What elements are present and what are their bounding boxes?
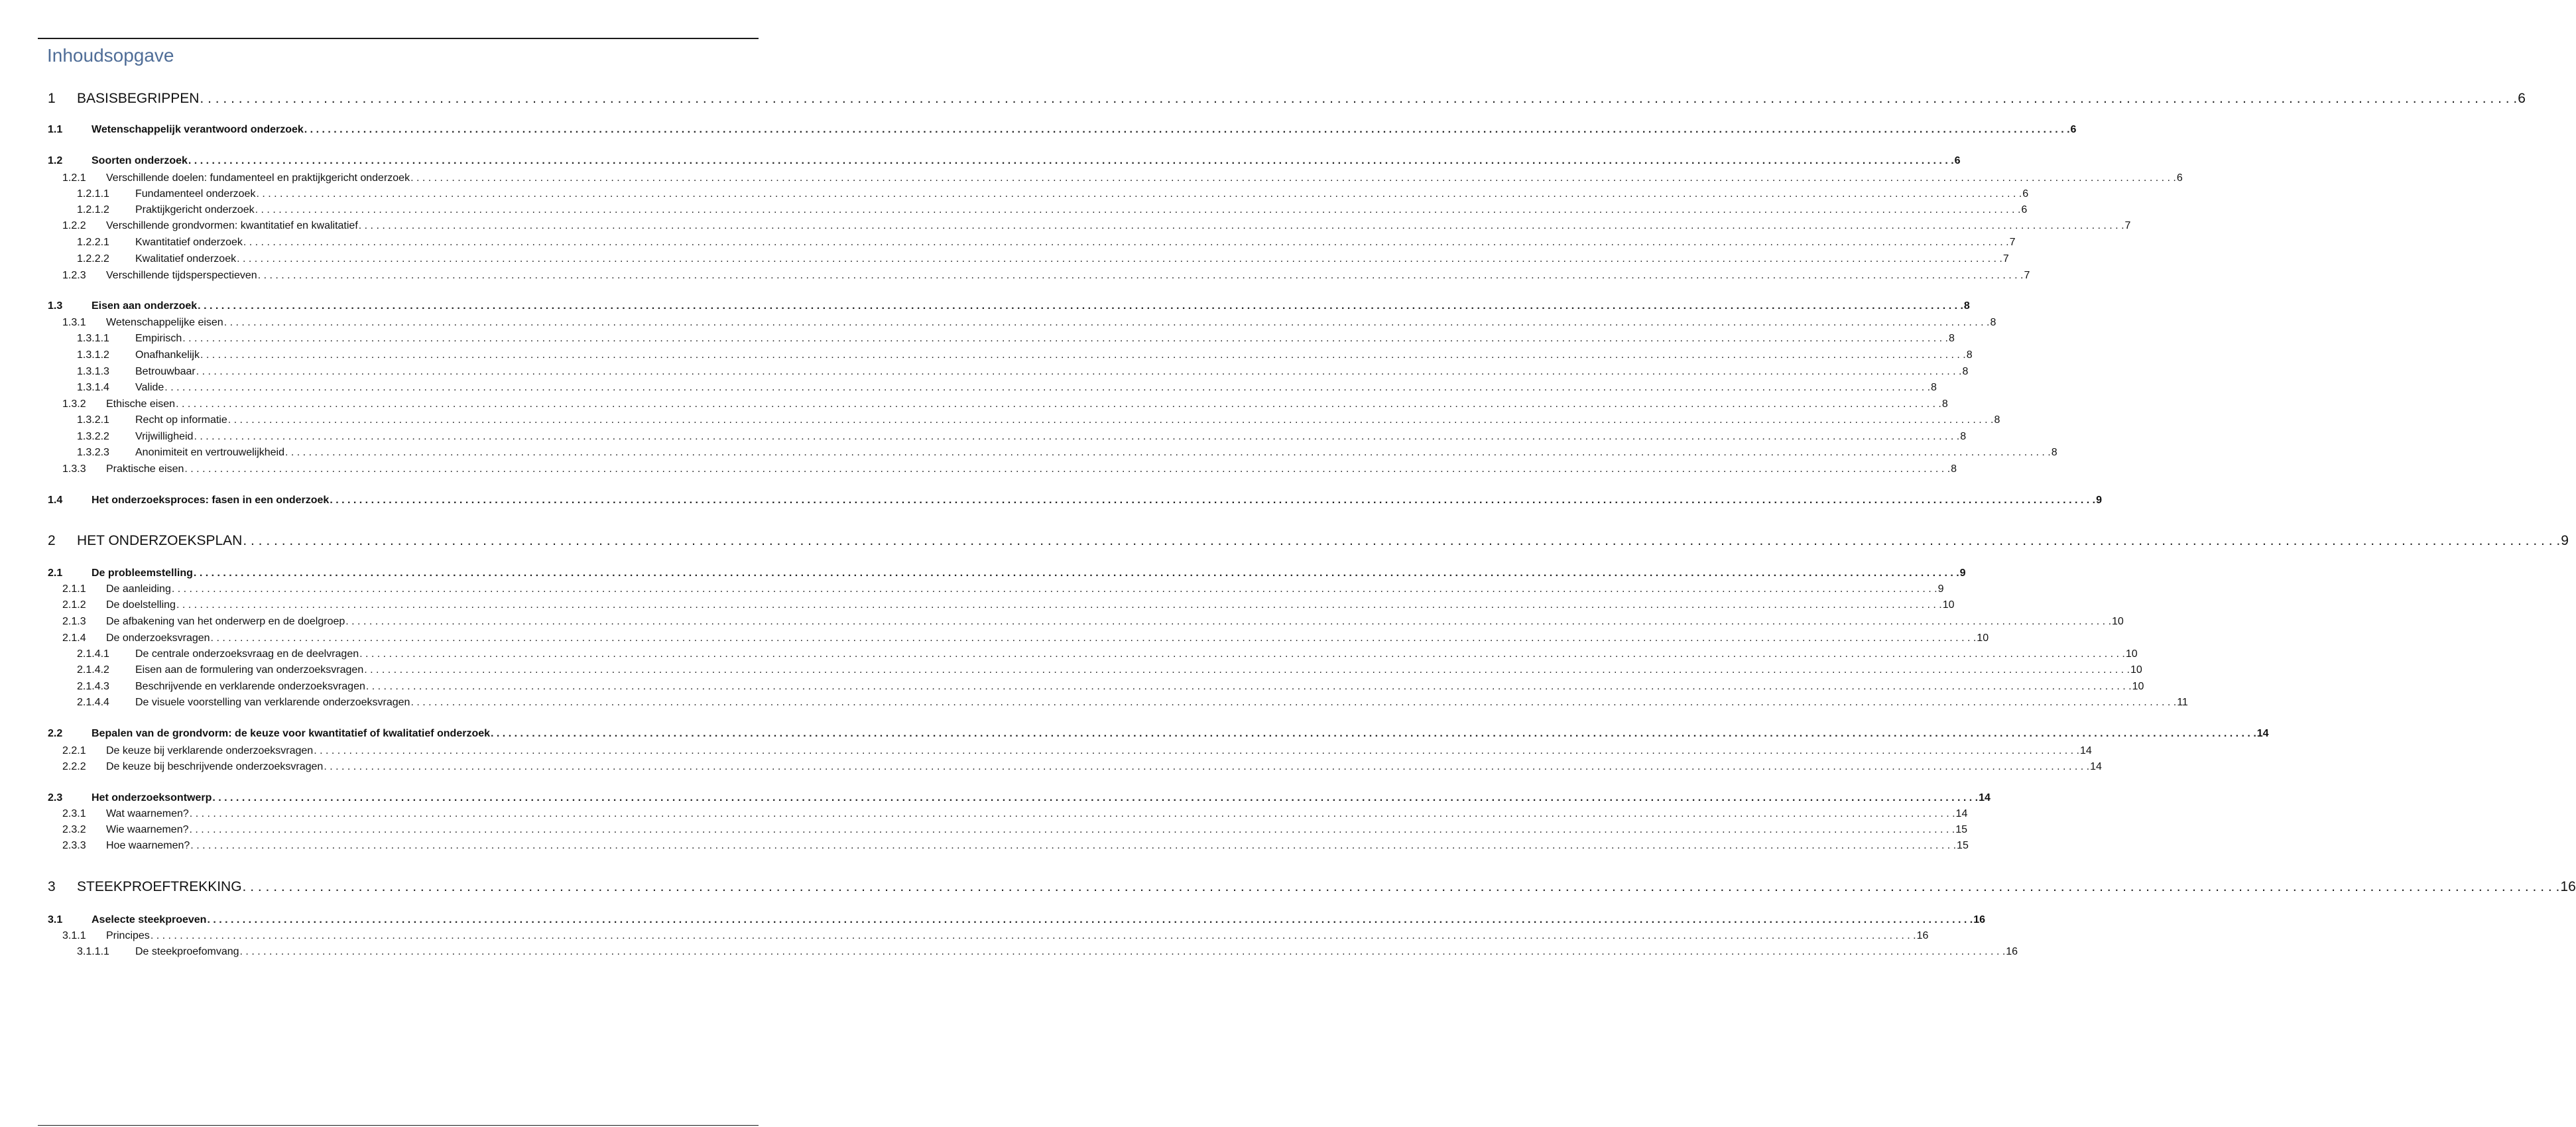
toc-entry-label: Vrijwilligheid — [135, 431, 194, 442]
toc-entry[interactable] — [0, 253, 2009, 267]
toc-entry-body — [106, 930, 1929, 942]
toc-entry[interactable] — [0, 930, 1929, 943]
toc-entry[interactable] — [0, 172, 2183, 186]
toc-entry-number: 1.3.2.1 — [77, 414, 109, 426]
toc-entry-number: 2.1.4.2 — [77, 664, 109, 676]
toc-entry-number: 1.3.2.2 — [77, 431, 109, 442]
toc-entry[interactable] — [0, 124, 2077, 137]
toc-entry-page: 10 — [2125, 648, 2138, 660]
toc-entry-page: 8 — [1966, 349, 1973, 361]
toc-entry-label: De afbakening van het onderwerp en de doelgroep — [106, 616, 345, 627]
toc-entry[interactable] — [0, 914, 1985, 927]
toc-entry-label: Beschrijvende en verklarende onderzoeksvragen — [135, 681, 365, 692]
toc-entry-label: Valide — [135, 382, 164, 393]
toc-entry-page: 15 — [1957, 840, 1969, 851]
toc-entry-page: 8 — [1931, 382, 1937, 393]
dot-leader: . . . . . . . . . . . . . . . . . . . . . . . . . . . . . . . . . . . . . . . . . . . . . . . . . . . . . . . . . . . . . . . . . . . . . . . . . . . . . . . . . . . . . . . . . . . . . . . . . . . . . . . . . . . . . . . . . . . . . . . . . . . . . . . . . . . . . . . . . . . . . . . . . . . . . . . . . . . . . . . . . . . . . . . . . . . . . . . . . . . . . . . . . . . . . . . . . . . . . . . . . . . . . . . . . . . . . . . . . . . . . . . . . . . . . . . . . . . . . . . . . . . . . . . . . . . . . . . . . . . . . . . . . . . . . . . . . . . . . . . . . . . . . . . . . . . . . . . . . . . . — [227, 414, 1994, 426]
toc-entry-number: 1.3 — [48, 300, 63, 312]
dot-leader: . . . . . . . . . . . . . . . . . . . . . . . . . . . . . . . . . . . . . . . . . . . . . . . . . . . . . . . . . . . . . . . . . . . . . . . . . . . . . . . . . . . . . . . . . . . . . . . . . . . . . . . . . . . . . . . . . . . . . . . . . . . . . . . . . . . . . . . . . . . . . . . . . . . . . . . . . . . . . . . . . . . . . . . . . . . . . . . . . . . . . . . . . . . . . . . . . . . . . . . . . . . . . . . . . . . . . . . . . . . . . . . . . . . . . . . . . . . . . . . . . . . . . . . . . . . . . . . . . . . . . . . . . . . . . . . . . . . . . . . . . . . . . . . . . . . . . . . . . . . . — [364, 664, 2130, 676]
toc-entry-body — [135, 333, 1955, 345]
toc-entry[interactable] — [0, 220, 2131, 233]
toc-entry-number: 1.2.1.1 — [77, 188, 109, 200]
toc-entry-label: HET ONDERZOEKSPLAN — [77, 533, 243, 548]
toc-entry-label: De centrale onderzoeksvraag en de deelvragen — [135, 648, 359, 660]
toc-entry-label: Verschillende doelen: fundamenteel en praktijkgericht onderzoek — [106, 172, 410, 184]
toc-entry-page: 10 — [1977, 632, 1989, 644]
dot-leader: . . . . . . . . . . . . . . . . . . . . . . . . . . . . . . . . . . . . . . . . . . . . . . . . . . . . . . . . . . . . . . . . . . . . . . . . . . . . . . . . . . . . . . . . . . . . . . . . . . . . . . . . . . . . . . . . . . . . . . . . . . . . . . . . . . . . . . . . . . . . . . . . . . . . . . . . . . . . . . . . . . . . . . . . . . . . . . . . . . . . . . . . . . . . . . . . . . . . . . . . . . . . . . . . . . . . . . . . . . . . . . . . . . . . . . . . . . . . . . . . . . . . . . . . . . . . . . . . . . . . . . . . . . . . . . . . . . . . . . . . . . . . . . . . . . . . . . . . . . . . — [365, 681, 2132, 692]
toc-entry-label: Recht op informatie — [135, 414, 227, 426]
toc-entry-number: 2.1.4.4 — [77, 697, 109, 708]
toc-entry[interactable] — [0, 155, 1961, 168]
toc-entry-page: 10 — [2112, 616, 2124, 627]
toc-entry-page: 8 — [1994, 414, 2000, 426]
toc-entry-number: 2.1 — [48, 567, 63, 579]
toc-entry[interactable] — [0, 366, 1969, 379]
toc-entry-page: 7 — [2024, 270, 2030, 281]
toc-entry-body — [106, 632, 1989, 644]
toc-entry-number: 1.2.2 — [62, 220, 86, 231]
toc-entry-number: 2 — [48, 533, 56, 548]
toc-entry-page: 10 — [2130, 664, 2142, 676]
toc-entry-number: 3.1.1.1 — [77, 946, 109, 957]
toc-entry[interactable] — [0, 761, 2102, 774]
toc-entry-body — [92, 495, 2102, 506]
toc-entry-page: 8 — [1962, 366, 1969, 377]
dot-leader: . . . . . . . . . . . . . . . . . . . . . . . . . . . . . . . . . . . . . . . . . . . . . . . . . . . . . . . . . . . . . . . . . . . . . . . . . . . . . . . . . . . . . . . . . . . . . . . . . . . . . . . . . . . . . . . . . . . . . . . . . . . . . . . . . . . . . . . . . . . . . . . . . . . . . . . . . . . . . . . . . . . . . . . . . . . . . . . . . . . . . . . . . . . . . . . . . . . . . . . . . . . . . . . . . . . . . . . . . . . . . . . . . . . . . . . . . . . . . . . . . . . . . . . . . . . . . . . . . . . . . . . . . . . . . . . . . . . . . . . . . . . . . . . . . . . . . . . . . . . . — [188, 155, 1954, 166]
toc-entry-page: 9 — [1937, 583, 1944, 595]
toc-entry-number: 1 — [48, 91, 56, 106]
toc-entry[interactable] — [0, 300, 1970, 314]
toc-entry-body — [106, 599, 1955, 611]
toc-entry-page: 8 — [1960, 431, 1967, 442]
toc-entry-page: 6 — [2070, 124, 2077, 135]
toc-entry-label: De keuze bij verklarende onderzoeksvragen — [106, 745, 314, 756]
toc-entry-page: 14 — [2256, 728, 2269, 739]
toc-entry-body — [135, 681, 2144, 693]
page-title: Inhoudsopgave — [47, 45, 174, 66]
toc-entry[interactable] — [0, 745, 2092, 758]
toc-entry-body — [135, 648, 2138, 660]
toc-entry-number: 1.3.2 — [62, 398, 86, 410]
toc-entry-body — [106, 172, 2183, 184]
dot-leader: . . . . . . . . . . . . . . . . . . . . . . . . . . . . . . . . . . . . . . . . . . . . . . . . . . . . . . . . . . . . . . . . . . . . . . . . . . . . . . . . . . . . . . . . . . . . . . . . . . . . . . . . . . . . . . . . . . . . . . . . . . . . . . . . . . . . . . . . . . . . . . . . . . . . . . . . . . . . . . . . . . . . . . . . . . . . . . . . . . . . . . . . . . . . . . . . . . . . . . . . . . . . . . . . . . . . . . . . . . . . . . . . . . . . . . . . . . . . . . . . . . . . . . . . . . . . . . . . . . . . . . . . . . . . . . . . . . . . . . . . . . . . . . . . . . . . . . . . . . . . — [176, 398, 1941, 410]
toc-entry-label: Verschillende tijdsperspectieven — [106, 270, 257, 281]
toc-entry[interactable] — [0, 349, 1973, 363]
toc-entry-label: Wetenschappelijk verantwoord onderzoek — [92, 124, 304, 135]
toc-entry-body — [106, 398, 1948, 410]
toc-entry-body — [135, 237, 2016, 249]
toc-entry-number: 2.2.2 — [62, 761, 86, 772]
toc-entry[interactable] — [0, 382, 1937, 395]
toc-entry-label: De probleemstelling — [92, 567, 193, 579]
toc-entry-number: 1.2.3 — [62, 270, 86, 281]
toc-entry[interactable] — [0, 447, 2057, 460]
toc-entry-body — [135, 188, 2029, 200]
toc-entry[interactable] — [0, 808, 1968, 821]
toc-entry[interactable] — [0, 616, 2124, 629]
toc-entry[interactable] — [0, 697, 2188, 710]
dot-leader: . . . . . . . . . . . . . . . . . . . . . . . . . . . . . . . . . . . . . . . . . . . . . . . . . . . . . . . . . . . . . . . . . . . . . . . . . . . . . . . . . . . . . . . . . . . . . . . . . . . . . . . . . . . . . . . . . . . . . . . . . . . . . . . . . . . . . . . . . . . . . . . . . . . . . . . . . . . . . . . . . . . . . . . . . . . . . . . . . . . . . . . . . . . . . . . . . . . . . . . . . . . . . . . . . . . . . . . . . . . . . . . . . . . . . . . . . . . . . . . . . . . . . . . . . . . . . . . . . . . . . . . . . . . . . . . . . . . . . . . . . . . . . . . . . . . . . . . . . . . . — [176, 599, 1942, 611]
toc-entry-number: 2.2 — [48, 728, 63, 739]
toc-entry-page: 6 — [2022, 188, 2029, 200]
toc-entry-body — [92, 792, 1991, 804]
toc-entry-number: 1.3.3 — [62, 463, 86, 475]
toc-entry-number: 2.3.2 — [62, 824, 86, 835]
dot-leader: . . . . . . . . . . . . . . . . . . . . . . . . . . . . . . . . . . . . . . . . . . . . . . . . . . . . . . . . . . . . . . . . . . . . . . . . . . . . . . . . . . . . . . . . . . . . . . . . . . . . . . . . . . . . . . . . . . . . . . . . . . . . . . . . . . . . . . . . . . . . . . . . . . . . . . . . . . . . . . . . . . . . . . . . . . . . . . . . . . . . . . . . . . . . . . . . . . . . . . . . . . . . . . . . . . . . . . . . . . . . . . . . . . . . . . . . . . . . . . . . . . . . . . . . . . . . . . . . . . . . . . . . . . . . . . . . . . . . . . . . . . . . . . . . . . . . . . . . . . . . — [189, 824, 1955, 835]
toc-entry-label: Onafhankelijk — [135, 349, 200, 361]
toc-entry[interactable] — [0, 648, 2138, 662]
toc-entry-label: Kwalitatief onderzoek — [135, 253, 237, 265]
dot-leader: . . . . . . . . . . . . . . . . . . . . . . . . . . . . . . . . . . . . . . . . . . . . . . . . . . . . . . . . . . . . . . . . . . . . . . . . . . . . . . . . . . . . . . . . . . . . . . . . . . . . . . . . . . . . . . . . . . . . . . . . . . . . . . . . . . . . . . . . . . . . . . . . . . . . . . . . . . . . . . . . . . . . . . . . . . . . . . . . . . . . . . . . . . . . . . . . . . . . . . . . . . . . . . . . . . . . . . . . . . . . . . . . . . . . . . . . . . . . . . . . . . . . . . . . . . . . . . . . . . . . . . . . . . . . . . . . . . . . . . . . . . . . . . . . . . . . . . . . . . . . — [239, 946, 2006, 957]
toc-entry-label: Kwantitatief onderzoek — [135, 237, 243, 248]
toc-entry[interactable] — [0, 237, 2016, 250]
toc-entry-label: BASISBEGRIPPEN — [77, 91, 200, 106]
toc-entry-label: Ethische eisen — [106, 398, 176, 410]
toc-entry-label: Eisen aan onderzoek — [92, 300, 198, 312]
toc-entry-body — [135, 664, 2142, 676]
toc-entry-page: 15 — [1955, 824, 1968, 835]
dot-leader: . . . . . . . . . . . . . . . . . . . . . . . . . . . . . . . . . . . . . . . . . . . . . . . . . . . . . . . . . . . . . . . . . . . . . . . . . . . . . . . . . . . . . . . . . . . . . . . . . . . . . . . . . . . . . . . . . . . . . . . . . . . . . . . . . . . . . . . . . . . . . . . . . . . . . . . . . . . . . . . . . . . . . . . . . . . . . . . . . . . . . . . . . . . . . . . . . . . . . . . . . . . . . . . . . . . . . . . . . . . . . . . . . . . . . . . . . . . . . . . . . . . . . . . . . . . . . . . . . . . . . . . . . . . . . . . . . . . . . . . . . . . . . . . . . . . . . . . . . . . . — [207, 914, 1973, 925]
toc-entry-page: 6 — [2518, 91, 2526, 106]
toc-entry-number: 2.1.4 — [62, 632, 86, 644]
toc-entry-number: 1.2.2.2 — [77, 253, 109, 265]
toc-entry-label: STEEKPROEFTREKKING — [77, 879, 242, 894]
dot-leader: . . . . . . . . . . . . . . . . . . . . . . . . . . . . . . . . . . . . . . . . . . . . . . . . . . . . . . . . . . . . . . . . . . . . . . . . . . . . . . . . . . . . . . . . . . . . . . . . . . . . . . . . . . . . . . . . . . . . . . . . . . . . . . . . . . . . . . . . . . . . . . . . . . . . . . . . . . . . . . . . . . . . . . . . . . . . . . . . . . . . . . . . . . . . . . . . . . . . . . . . . . . . . . . . . . . . . . . . . . . . . . . . . . . . . . . . . . . . . . . . . . . . . . . . . . . . . . . . . . . . . . . . . . . . . . . . . . . . . . . . . . . . . . . . . . . . . . . . . . . . — [242, 879, 2560, 894]
dot-leader: . . . . . . . . . . . . . . . . . . . . . . . . . . . . . . . . . . . . . . . . . . . . . . . . . . . . . . . . . . . . . . . . . . . . . . . . . . . . . . . . . . . . . . . . . . . . . . . . . . . . . . . . . . . . . . . . . . . . . . . . . . . . . . . . . . . . . . . . . . . . . . . . . . . . . . . . . . . . . . . . . . . . . . . . . . . . . . . . . . . . . . . . . . . . . . . . . . . . . . . . . . . . . . . . . . . . . . . . . . . . . . . . . . . . . . . . . . . . . . . . . . . . . . . . . . . . . . . . . . . . . . . . . . . . . . . . . . . . . . . . . . . . . . . . . . . . . . . . . . . . — [190, 840, 1957, 851]
toc-entry[interactable] — [0, 431, 1967, 444]
toc-entry-body — [92, 124, 2077, 136]
toc-entry-number: 2.1.1 — [62, 583, 86, 595]
toc-entry[interactable] — [0, 946, 2018, 959]
dot-leader: . . . . . . . . . . . . . . . . . . . . . . . . . . . . . . . . . . . . . . . . . . . . . . . . . . . . . . . . . . . . . . . . . . . . . . . . . . . . . . . . . . . . . . . . . . . . . . . . . . . . . . . . . . . . . . . . . . . . . . . . . . . . . . . . . . . . . . . . . . . . . . . . . . . . . . . . . . . . . . . . . . . . . . . . . . . . . . . . . . . . . . . . . . . . . . . . . . . . . . . . . . . . . . . . . . . . . . . . . . . . . . . . . . . . . . . . . . . . . . . . . . . . . . . . . . . . . . . . . . . . . . . . . . . . . . . . . . . . . . . . . . . . . . . . . . . . . . . . . . . . — [200, 91, 2518, 106]
toc-entry-number: 2.1.3 — [62, 616, 86, 627]
toc-entry-number: 2.1.2 — [62, 599, 86, 611]
dot-leader: . . . . . . . . . . . . . . . . . . . . . . . . . . . . . . . . . . . . . . . . . . . . . . . . . . . . . . . . . . . . . . . . . . . . . . . . . . . . . . . . . . . . . . . . . . . . . . . . . . . . . . . . . . . . . . . . . . . . . . . . . . . . . . . . . . . . . . . . . . . . . . . . . . . . . . . . . . . . . . . . . . . . . . . . . . . . . . . . . . . . . . . . . . . . . . . . . . . . . . . . . . . . . . . . . . . . . . . . . . . . . . . . . . . . . . . . . . . . . . . . . . . . . . . . . . . . . . . . . . . . . . . . . . . . . . . . . . . . . . . . . . . . . . . . . . . . . . . . . . . . — [237, 253, 2002, 265]
toc-entry-label: De aanleiding — [106, 583, 171, 595]
toc-entry-body — [135, 349, 1973, 361]
toc-entry[interactable] — [0, 583, 1944, 597]
dot-leader: . . . . . . . . . . . . . . . . . . . . . . . . . . . . . . . . . . . . . . . . . . . . . . . . . . . . . . . . . . . . . . . . . . . . . . . . . . . . . . . . . . . . . . . . . . . . . . . . . . . . . . . . . . . . . . . . . . . . . . . . . . . . . . . . . . . . . . . . . . . . . . . . . . . . . . . . . . . . . . . . . . . . . . . . . . . . . . . . . . . . . . . . . . . . . . . . . . . . . . . . . . . . . . . . . . . . . . . . . . . . . . . . . . . . . . . . . . . . . . . . . . . . . . . . . . . . . . . . . . . . . . . . . . . . . . . . . . . . . . . . . . . . . . . . . . . . . . . . . . . . — [257, 270, 2024, 281]
toc-entry[interactable] — [0, 414, 2000, 428]
toc-entry-label: Soorten onderzoek — [92, 155, 188, 166]
dot-leader: . . . . . . . . . . . . . . . . . . . . . . . . . . . . . . . . . . . . . . . . . . . . . . . . . . . . . . . . . . . . . . . . . . . . . . . . . . . . . . . . . . . . . . . . . . . . . . . . . . . . . . . . . . . . . . . . . . . . . . . . . . . . . . . . . . . . . . . . . . . . . . . . . . . . . . . . . . . . . . . . . . . . . . . . . . . . . . . . . . . . . . . . . . . . . . . . . . . . . . . . . . . . . . . . . . . . . . . . . . . . . . . . . . . . . . . . . . . . . . . . . . . . . . . . . . . . . . . . . . . . . . . . . . . . . . . . . . . . . . . . . . . . . . . . . . . . . . . . . . . . — [198, 300, 1963, 312]
dot-leader: . . . . . . . . . . . . . . . . . . . . . . . . . . . . . . . . . . . . . . . . . . . . . . . . . . . . . . . . . . . . . . . . . . . . . . . . . . . . . . . . . . . . . . . . . . . . . . . . . . . . . . . . . . . . . . . . . . . . . . . . . . . . . . . . . . . . . . . . . . . . . . . . . . . . . . . . . . . . . . . . . . . . . . . . . . . . . . . . . . . . . . . . . . . . . . . . . . . . . . . . . . . . . . . . . . . . . . . . . . . . . . . . . . . . . . . . . . . . . . . . . . . . . . . . . . . . . . . . . . . . . . . . . . . . . . . . . . . . . . . . . . . . . . . . . . . . . . . . . . . . — [164, 382, 1931, 393]
toc-entry-body — [135, 697, 2188, 709]
toc-entry-number: 1.3.1 — [62, 317, 86, 328]
toc-entry-number: 3.1.1 — [62, 930, 86, 941]
toc-entry-body — [135, 366, 1969, 378]
dot-leader: . . . . . . . . . . . . . . . . . . . . . . . . . . . . . . . . . . . . . . . . . . . . . . . . . . . . . . . . . . . . . . . . . . . . . . . . . . . . . . . . . . . . . . . . . . . . . . . . . . . . . . . . . . . . . . . . . . . . . . . . . . . . . . . . . . . . . . . . . . . . . . . . . . . . . . . . . . . . . . . . . . . . . . . . . . . . . . . . . . . . . . . . . . . . . . . . . . . . . . . . . . . . . . . . . . . . . . . . . . . . . . . . . . . . . . . . . . . . . . . . . . . . . . . . . . . . . . . . . . . . . . . . . . . . . . . . . . . . . . . . . . . . . . . . . . . . . . . . . . . . — [194, 431, 1960, 442]
toc-entry-label: Het onderzoeksproces: fasen in een onderzoek — [92, 495, 330, 506]
toc-entry-page: 9 — [2561, 533, 2569, 548]
toc-entry[interactable] — [0, 632, 1989, 646]
toc-entry-label: Fundamenteel onderzoek — [135, 188, 256, 200]
toc-entry-body — [135, 447, 2057, 459]
toc-entry-label: Aselecte steekproeven — [92, 914, 207, 925]
dot-leader: . . . . . . . . . . . . . . . . . . . . . . . . . . . . . . . . . . . . . . . . . . . . . . . . . . . . . . . . . . . . . . . . . . . . . . . . . . . . . . . . . . . . . . . . . . . . . . . . . . . . . . . . . . . . . . . . . . . . . . . . . . . . . . . . . . . . . . . . . . . . . . . . . . . . . . . . . . . . . . . . . . . . . . . . . . . . . . . . . . . . . . . . . . . . . . . . . . . . . . . . . . . . . . . . . . . . . . . . . . . . . . . . . . . . . . . . . . . . . . . . . . . . . . . . . . . . . . . . . . . . . . . . . . . . . . . . . . . . . . . . . . . . . . . . . . . . . . . . . . . . — [285, 447, 2051, 458]
toc-entry-body — [106, 463, 1957, 475]
toc-entry-number: 2.3.3 — [62, 840, 86, 851]
dot-leader: . . . . . . . . . . . . . . . . . . . . . . . . . . . . . . . . . . . . . . . . . . . . . . . . . . . . . . . . . . . . . . . . . . . . . . . . . . . . . . . . . . . . . . . . . . . . . . . . . . . . . . . . . . . . . . . . . . . . . . . . . . . . . . . . . . . . . . . . . . . . . . . . . . . . . . . . . . . . . . . . . . . . . . . . . . . . . . . . . . . . . . . . . . . . . . . . . . . . . . . . . . . . . . . . . . . . . . . . . . . . . . . . . . . . . . . . . . . . . . . . . . . . . . . . . . . . . . . . . . . . . . . . . . . . . . . . . . . . . . . . . . . . . . . . . . . . . . . . . . . . — [189, 808, 1955, 819]
toc-entry[interactable] — [0, 792, 1991, 805]
bottom-rule — [38, 1125, 759, 1126]
toc-entry-page: 14 — [2079, 745, 2092, 756]
toc-entry-page: 16 — [1973, 914, 1985, 925]
toc-entry-page: 9 — [2096, 495, 2102, 506]
toc-entry-body — [135, 414, 2000, 426]
toc-entry[interactable] — [0, 728, 2269, 741]
toc-entry-body — [106, 824, 1968, 836]
toc-entry-number: 1.1 — [48, 124, 63, 135]
dot-leader: . . . . . . . . . . . . . . . . . . . . . . . . . . . . . . . . . . . . . . . . . . . . . . . . . . . . . . . . . . . . . . . . . . . . . . . . . . . . . . . . . . . . . . . . . . . . . . . . . . . . . . . . . . . . . . . . . . . . . . . . . . . . . . . . . . . . . . . . . . . . . . . . . . . . . . . . . . . . . . . . . . . . . . . . . . . . . . . . . . . . . . . . . . . . . . . . . . . . . . . . . . . . . . . . . . . . . . . . . . . . . . . . . . . . . . . . . . . . . . . . . . . . . . . . . . . . . . . . . . . . . . . . . . . . . . . . . . . . . . . . . . . . . . . . . . . . . . . . . . . . — [491, 728, 2256, 739]
toc-entry-body — [135, 253, 2009, 265]
toc-entry-label: Eisen aan de formulering van onderzoeksvragen — [135, 664, 364, 676]
toc-entry-label: Hoe waarnemen? — [106, 840, 190, 851]
toc-entry[interactable] — [0, 599, 1955, 613]
toc-entry-body — [106, 745, 2092, 757]
toc-entry-page: 7 — [2002, 253, 2009, 265]
toc-entry-number: 1.4 — [48, 495, 63, 506]
dot-leader: . . . . . . . . . . . . . . . . . . . . . . . . . . . . . . . . . . . . . . . . . . . . . . . . . . . . . . . . . . . . . . . . . . . . . . . . . . . . . . . . . . . . . . . . . . . . . . . . . . . . . . . . . . . . . . . . . . . . . . . . . . . . . . . . . . . . . . . . . . . . . . . . . . . . . . . . . . . . . . . . . . . . . . . . . . . . . . . . . . . . . . . . . . . . . . . . . . . . . . . . . . . . . . . . . . . . . . . . . . . . . . . . . . . . . . . . . . . . . . . . . . . . . . . . . . . . . . . . . . . . . . . . . . . . . . . . . . . . . . . . . . . . . . . . . . . . . . . . . . . . — [212, 792, 1979, 803]
toc-entry[interactable] — [0, 879, 2576, 896]
toc-entry[interactable] — [0, 495, 2102, 508]
toc-entry[interactable] — [0, 463, 1957, 477]
toc-entry-body — [106, 616, 2124, 628]
dot-leader: . . . . . . . . . . . . . . . . . . . . . . . . . . . . . . . . . . . . . . . . . . . . . . . . . . . . . . . . . . . . . . . . . . . . . . . . . . . . . . . . . . . . . . . . . . . . . . . . . . . . . . . . . . . . . . . . . . . . . . . . . . . . . . . . . . . . . . . . . . . . . . . . . . . . . . . . . . . . . . . . . . . . . . . . . . . . . . . . . . . . . . . . . . . . . . . . . . . . . . . . . . . . . . . . . . . . . . . . . . . . . . . . . . . . . . . . . . . . . . . . . . . . . . . . . . . . . . . . . . . . . . . . . . . . . . . . . . . . . . . . . . . . . . . . . . . . . . . . . . . . — [256, 188, 2022, 200]
toc-entry-number: 1.2 — [48, 155, 63, 166]
toc-entry-body — [106, 317, 1996, 329]
toc-entry-label: Anonimiteit en vertrouwelijkheid — [135, 447, 284, 458]
dot-leader: . . . . . . . . . . . . . . . . . . . . . . . . . . . . . . . . . . . . . . . . . . . . . . . . . . . . . . . . . . . . . . . . . . . . . . . . . . . . . . . . . . . . . . . . . . . . . . . . . . . . . . . . . . . . . . . . . . . . . . . . . . . . . . . . . . . . . . . . . . . . . . . . . . . . . . . . . . . . . . . . . . . . . . . . . . . . . . . . . . . . . . . . . . . . . . . . . . . . . . . . . . . . . . . . . . . . . . . . . . . . . . . . . . . . . . . . . . . . . . . . . . . . . . . . . . . . . . . . . . . . . . . . . . . . . . . . . . . . . . . . . . . . . . . . . . . . . . . . . . . . — [324, 761, 2090, 772]
toc-entry-number: 2.1.4.3 — [77, 681, 109, 692]
toc-entry-label: Praktijkgericht onderzoek — [135, 204, 255, 215]
toc-entry-body — [135, 204, 2028, 216]
dot-leader: . . . . . . . . . . . . . . . . . . . . . . . . . . . . . . . . . . . . . . . . . . . . . . . . . . . . . . . . . . . . . . . . . . . . . . . . . . . . . . . . . . . . . . . . . . . . . . . . . . . . . . . . . . . . . . . . . . . . . . . . . . . . . . . . . . . . . . . . . . . . . . . . . . . . . . . . . . . . . . . . . . . . . . . . . . . . . . . . . . . . . . . . . . . . . . . . . . . . . . . . . . . . . . . . . . . . . . . . . . . . . . . . . . . . . . . . . . . . . . . . . . . . . . . . . . . . . . . . . . . . . . . . . . . . . . . . . . . . . . . . . . . . . . . . . . . . . . . . . . . . — [184, 463, 1951, 475]
toc-entry[interactable] — [0, 840, 1969, 853]
toc-entry-number: 1.3.1.2 — [77, 349, 109, 361]
dot-leader: . . . . . . . . . . . . . . . . . . . . . . . . . . . . . . . . . . . . . . . . . . . . . . . . . . . . . . . . . . . . . . . . . . . . . . . . . . . . . . . . . . . . . . . . . . . . . . . . . . . . . . . . . . . . . . . . . . . . . . . . . . . . . . . . . . . . . . . . . . . . . . . . . . . . . . . . . . . . . . . . . . . . . . . . . . . . . . . . . . . . . . . . . . . . . . . . . . . . . . . . . . . . . . . . . . . . . . . . . . . . . . . . . . . . . . . . . . . . . . . . . . . . . . . . . . . . . . . . . . . . . . . . . . . . . . . . . . . . . . . . . . . . . . . . . . . . . . . . . . . . — [255, 204, 2021, 215]
toc-entry-page: 16 — [1916, 930, 1929, 941]
toc-entry-body — [106, 761, 2102, 773]
dot-leader: . . . . . . . . . . . . . . . . . . . . . . . . . . . . . . . . . . . . . . . . . . . . . . . . . . . . . . . . . . . . . . . . . . . . . . . . . . . . . . . . . . . . . . . . . . . . . . . . . . . . . . . . . . . . . . . . . . . . . . . . . . . . . . . . . . . . . . . . . . . . . . . . . . . . . . . . . . . . . . . . . . . . . . . . . . . . . . . . . . . . . . . . . . . . . . . . . . . . . . . . . . . . . . . . . . . . . . . . . . . . . . . . . . . . . . . . . . . . . . . . . . . . . . . . . . . . . . . . . . . . . . . . . . . . . . . . . . . . . . . . . . . . . . . . . . . . . . . . . . . . — [304, 124, 2070, 135]
toc-entry-page: 7 — [2124, 220, 2131, 231]
toc-entry-label: De steekproefomvang — [135, 946, 239, 957]
toc-entry-body — [106, 220, 2131, 232]
toc-entry[interactable] — [0, 91, 2526, 108]
toc-entry-body — [92, 914, 1985, 926]
dot-leader: . . . . . . . . . . . . . . . . . . . . . . . . . . . . . . . . . . . . . . . . . . . . . . . . . . . . . . . . . . . . . . . . . . . . . . . . . . . . . . . . . . . . . . . . . . . . . . . . . . . . . . . . . . . . . . . . . . . . . . . . . . . . . . . . . . . . . . . . . . . . . . . . . . . . . . . . . . . . . . . . . . . . . . . . . . . . . . . . . . . . . . . . . . . . . . . . . . . . . . . . . . . . . . . . . . . . . . . . . . . . . . . . . . . . . . . . . . . . . . . . . . . . . . . . . . . . . . . . . . . . . . . . . . . . . . . . . . . . . . . . . . . . . . . . . . . . . . . . . . . . — [243, 533, 2561, 548]
dot-leader: . . . . . . . . . . . . . . . . . . . . . . . . . . . . . . . . . . . . . . . . . . . . . . . . . . . . . . . . . . . . . . . . . . . . . . . . . . . . . . . . . . . . . . . . . . . . . . . . . . . . . . . . . . . . . . . . . . . . . . . . . . . . . . . . . . . . . . . . . . . . . . . . . . . . . . . . . . . . . . . . . . . . . . . . . . . . . . . . . . . . . . . . . . . . . . . . . . . . . . . . . . . . . . . . . . . . . . . . . . . . . . . . . . . . . . . . . . . . . . . . . . . . . . . . . . . . . . . . . . . . . . . . . . . . . . . . . . . . . . . . . . . . . . . . . . . . . . . . . . . . — [171, 583, 1937, 595]
toc-entry-page: 6 — [1954, 155, 1961, 166]
toc-entry[interactable] — [0, 398, 1948, 412]
toc-entry[interactable] — [0, 188, 2029, 202]
dot-leader: . . . . . . . . . . . . . . . . . . . . . . . . . . . . . . . . . . . . . . . . . . . . . . . . . . . . . . . . . . . . . . . . . . . . . . . . . . . . . . . . . . . . . . . . . . . . . . . . . . . . . . . . . . . . . . . . . . . . . . . . . . . . . . . . . . . . . . . . . . . . . . . . . . . . . . . . . . . . . . . . . . . . . . . . . . . . . . . . . . . . . . . . . . . . . . . . . . . . . . . . . . . . . . . . . . . . . . . . . . . . . . . . . . . . . . . . . . . . . . . . . . . . . . . . . . . . . . . . . . . . . . . . . . . . . . . . . . . . . . . . . . . . . . . . . . . . . . . . . . . . — [182, 333, 1948, 344]
toc-entry-page: 8 — [1951, 463, 1957, 475]
toc-entry-number: 1.3.1.1 — [77, 333, 109, 344]
toc-entry[interactable] — [0, 333, 1955, 346]
dot-leader: . . . . . . . . . . . . . . . . . . . . . . . . . . . . . . . . . . . . . . . . . . . . . . . . . . . . . . . . . . . . . . . . . . . . . . . . . . . . . . . . . . . . . . . . . . . . . . . . . . . . . . . . . . . . . . . . . . . . . . . . . . . . . . . . . . . . . . . . . . . . . . . . . . . . . . . . . . . . . . . . . . . . . . . . . . . . . . . . . . . . . . . . . . . . . . . . . . . . . . . . . . . . . . . . . . . . . . . . . . . . . . . . . . . . . . . . . . . . . . . . . . . . . . . . . . . . . . . . . . . . . . . . . . . . . . . . . . . . . . . . . . . . . . . . . . . . . . . . . . . . — [200, 349, 1966, 361]
dot-leader: . . . . . . . . . . . . . . . . . . . . . . . . . . . . . . . . . . . . . . . . . . . . . . . . . . . . . . . . . . . . . . . . . . . . . . . . . . . . . . . . . . . . . . . . . . . . . . . . . . . . . . . . . . . . . . . . . . . . . . . . . . . . . . . . . . . . . . . . . . . . . . . . . . . . . . . . . . . . . . . . . . . . . . . . . . . . . . . . . . . . . . . . . . . . . . . . . . . . . . . . . . . . . . . . . . . . . . . . . . . . . . . . . . . . . . . . . . . . . . . . . . . . . . . . . . . . . . . . . . . . . . . . . . . . . . . . . . . . . . . . . . . . . . . . . . . . . . . . . . . . — [330, 495, 2096, 506]
toc-entry-body — [92, 300, 1970, 312]
toc-entry-body — [135, 431, 1967, 443]
dot-leader: . . . . . . . . . . . . . . . . . . . . . . . . . . . . . . . . . . . . . . . . . . . . . . . . . . . . . . . . . . . . . . . . . . . . . . . . . . . . . . . . . . . . . . . . . . . . . . . . . . . . . . . . . . . . . . . . . . . . . . . . . . . . . . . . . . . . . . . . . . . . . . . . . . . . . . . . . . . . . . . . . . . . . . . . . . . . . . . . . . . . . . . . . . . . . . . . . . . . . . . . . . . . . . . . . . . . . . . . . . . . . . . . . . . . . . . . . . . . . . . . . . . . . . . . . . . . . . . . . . . . . . . . . . . . . . . . . . . . . . . . . . . . . . . . . . . . . . . . . . . . — [150, 930, 1916, 941]
dot-leader: . . . . . . . . . . . . . . . . . . . . . . . . . . . . . . . . . . . . . . . . . . . . . . . . . . . . . . . . . . . . . . . . . . . . . . . . . . . . . . . . . . . . . . . . . . . . . . . . . . . . . . . . . . . . . . . . . . . . . . . . . . . . . . . . . . . . . . . . . . . . . . . . . . . . . . . . . . . . . . . . . . . . . . . . . . . . . . . . . . . . . . . . . . . . . . . . . . . . . . . . . . . . . . . . . . . . . . . . . . . . . . . . . . . . . . . . . . . . . . . . . . . . . . . . . . . . . . . . . . . . . . . . . . . . . . . . . . . . . . . . . . . . . . . . . . . . . . . . . . . . — [210, 632, 1977, 644]
toc-entry-body — [135, 946, 2018, 958]
toc-entry-body — [106, 270, 2030, 282]
toc-entry[interactable] — [0, 270, 2030, 283]
toc-entry-body — [92, 155, 1961, 167]
toc-entry-body — [106, 583, 1944, 595]
dot-leader: . . . . . . . . . . . . . . . . . . . . . . . . . . . . . . . . . . . . . . . . . . . . . . . . . . . . . . . . . . . . . . . . . . . . . . . . . . . . . . . . . . . . . . . . . . . . . . . . . . . . . . . . . . . . . . . . . . . . . . . . . . . . . . . . . . . . . . . . . . . . . . . . . . . . . . . . . . . . . . . . . . . . . . . . . . . . . . . . . . . . . . . . . . . . . . . . . . . . . . . . . . . . . . . . . . . . . . . . . . . . . . . . . . . . . . . . . . . . . . . . . . . . . . . . . . . . . . . . . . . . . . . . . . . . . . . . . . . . . . . . . . . . . . . . . . . . . . . . . . . . — [358, 220, 2124, 231]
toc-entry-number: 2.1.4.1 — [77, 648, 109, 660]
toc-entry[interactable] — [0, 824, 1968, 837]
toc-entry-number: 2.3.1 — [62, 808, 86, 819]
toc-entry-page: 11 — [2177, 697, 2188, 708]
toc-entry-label: Principes — [106, 930, 150, 941]
toc-entry-body — [106, 840, 1969, 852]
toc-entry-page: 9 — [1959, 567, 1966, 579]
toc-entry-page: 14 — [2090, 761, 2102, 772]
toc-entry[interactable] — [0, 317, 1996, 330]
toc-entry-label: Bepalen van de grondvorm: de keuze voor kwantitatief of kwalitatief onderzoek — [92, 728, 491, 739]
toc-entry-number: 1.2.1.2 — [77, 204, 109, 215]
toc-entry-number: 1.2.1 — [62, 172, 86, 184]
toc-entry-body — [77, 533, 2569, 549]
toc-entry-page: 10 — [2132, 681, 2144, 692]
toc-entry-label: Het onderzoeksontwerp — [92, 792, 212, 803]
toc-entry-label: Wie waarnemen? — [106, 824, 189, 835]
toc-entry-label: De onderzoeksvragen — [106, 632, 210, 644]
toc-entry-label: Wat waarnemen? — [106, 808, 189, 819]
toc-entry-page: 16 — [2006, 946, 2018, 957]
dot-leader: . . . . . . . . . . . . . . . . . . . . . . . . . . . . . . . . . . . . . . . . . . . . . . . . . . . . . . . . . . . . . . . . . . . . . . . . . . . . . . . . . . . . . . . . . . . . . . . . . . . . . . . . . . . . . . . . . . . . . . . . . . . . . . . . . . . . . . . . . . . . . . . . . . . . . . . . . . . . . . . . . . . . . . . . . . . . . . . . . . . . . . . . . . . . . . . . . . . . . . . . . . . . . . . . . . . . . . . . . . . . . . . . . . . . . . . . . . . . . . . . . . . . . . . . . . . . . . . . . . . . . . . . . . . . . . . . . . . . . . . . . . . . . . . . . . . . . . . . . . . . — [314, 745, 2079, 756]
toc-entry-number: 1.3.1.3 — [77, 366, 109, 377]
toc-entry-label: De keuze bij beschrijvende onderzoeksvragen — [106, 761, 324, 772]
dot-leader: . . . . . . . . . . . . . . . . . . . . . . . . . . . . . . . . . . . . . . . . . . . . . . . . . . . . . . . . . . . . . . . . . . . . . . . . . . . . . . . . . . . . . . . . . . . . . . . . . . . . . . . . . . . . . . . . . . . . . . . . . . . . . . . . . . . . . . . . . . . . . . . . . . . . . . . . . . . . . . . . . . . . . . . . . . . . . . . . . . . . . . . . . . . . . . . . . . . . . . . . . . . . . . . . . . . . . . . . . . . . . . . . . . . . . . . . . . . . . . . . . . . . . . . . . . . . . . . . . . . . . . . . . . . . . . . . . . . . . . . . . . . . . . . . . . . . . . . . . . . . — [223, 317, 1990, 328]
toc-entry[interactable] — [0, 533, 2569, 550]
toc-entry-body — [92, 567, 1966, 579]
toc-entry[interactable] — [0, 681, 2144, 694]
toc-entry-number: 2.3 — [48, 792, 63, 803]
toc-entry-page: 16 — [2560, 879, 2576, 894]
dot-leader: . . . . . . . . . . . . . . . . . . . . . . . . . . . . . . . . . . . . . . . . . . . . . . . . . . . . . . . . . . . . . . . . . . . . . . . . . . . . . . . . . . . . . . . . . . . . . . . . . . . . . . . . . . . . . . . . . . . . . . . . . . . . . . . . . . . . . . . . . . . . . . . . . . . . . . . . . . . . . . . . . . . . . . . . . . . . . . . . . . . . . . . . . . . . . . . . . . . . . . . . . . . . . . . . . . . . . . . . . . . . . . . . . . . . . . . . . . . . . . . . . . . . . . . . . . . . . . . . . . . . . . . . . . . . . . . . . . . . . . . . . . . . . . . . . . . . . . . . . . . . — [193, 567, 1959, 579]
toc-entry-body — [135, 382, 1937, 394]
toc-entry[interactable] — [0, 567, 1966, 581]
dot-leader: . . . . . . . . . . . . . . . . . . . . . . . . . . . . . . . . . . . . . . . . . . . . . . . . . . . . . . . . . . . . . . . . . . . . . . . . . . . . . . . . . . . . . . . . . . . . . . . . . . . . . . . . . . . . . . . . . . . . . . . . . . . . . . . . . . . . . . . . . . . . . . . . . . . . . . . . . . . . . . . . . . . . . . . . . . . . . . . . . . . . . . . . . . . . . . . . . . . . . . . . . . . . . . . . . . . . . . . . . . . . . . . . . . . . . . . . . . . . . . . . . . . . . . . . . . . . . . . . . . . . . . . . . . . . . . . . . . . . . . . . . . . . . . . . . . . . . . . . . . . . — [410, 172, 2176, 184]
toc-entry-page: 8 — [1948, 333, 1955, 344]
toc-entry-number: 2.2.1 — [62, 745, 86, 756]
toc-entry-body — [106, 808, 1968, 820]
dot-leader: . . . . . . . . . . . . . . . . . . . . . . . . . . . . . . . . . . . . . . . . . . . . . . . . . . . . . . . . . . . . . . . . . . . . . . . . . . . . . . . . . . . . . . . . . . . . . . . . . . . . . . . . . . . . . . . . . . . . . . . . . . . . . . . . . . . . . . . . . . . . . . . . . . . . . . . . . . . . . . . . . . . . . . . . . . . . . . . . . . . . . . . . . . . . . . . . . . . . . . . . . . . . . . . . . . . . . . . . . . . . . . . . . . . . . . . . . . . . . . . . . . . . . . . . . . . . . . . . . . . . . . . . . . . . . . . . . . . . . . . . . . . . . . . . . . . . . . . . . . . . — [243, 237, 2009, 248]
toc-entry-page: 8 — [1941, 398, 1948, 410]
toc-entry-label: De visuele voorstelling van verklarende onderzoeksvragen — [135, 697, 410, 708]
toc-entry-page: 8 — [1990, 317, 1996, 328]
toc-entry-page: 8 — [2051, 447, 2057, 458]
toc-entry-label: Praktische eisen — [106, 463, 184, 475]
toc-entry-label: Verschillende grondvormen: kwantitatief en kwalitatief — [106, 220, 358, 231]
toc-entry[interactable] — [0, 664, 2142, 678]
toc-entry-label: Betrouwbaar — [135, 366, 196, 377]
toc-entry-label: Empirisch — [135, 333, 182, 344]
toc-entry-page: 14 — [1979, 792, 1991, 803]
dot-leader: . . . . . . . . . . . . . . . . . . . . . . . . . . . . . . . . . . . . . . . . . . . . . . . . . . . . . . . . . . . . . . . . . . . . . . . . . . . . . . . . . . . . . . . . . . . . . . . . . . . . . . . . . . . . . . . . . . . . . . . . . . . . . . . . . . . . . . . . . . . . . . . . . . . . . . . . . . . . . . . . . . . . . . . . . . . . . . . . . . . . . . . . . . . . . . . . . . . . . . . . . . . . . . . . . . . . . . . . . . . . . . . . . . . . . . . . . . . . . . . . . . . . . . . . . . . . . . . . . . . . . . . . . . . . . . . . . . . . . . . . . . . . . . . . . . . . . . . . . . . . — [359, 648, 2125, 660]
toc-entry[interactable] — [0, 204, 2028, 217]
toc-entry-body — [77, 91, 2526, 107]
toc-entry-page: 6 — [2176, 172, 2183, 184]
toc-entry-page: 6 — [2021, 204, 2028, 215]
toc-entry-label: Wetenschappelijke eisen — [106, 317, 223, 328]
toc-entry-number: 1.3.2.3 — [77, 447, 109, 458]
toc-entry-body — [77, 879, 2576, 895]
toc-entry-page: 10 — [1942, 599, 1955, 611]
dot-leader: . . . . . . . . . . . . . . . . . . . . . . . . . . . . . . . . . . . . . . . . . . . . . . . . . . . . . . . . . . . . . . . . . . . . . . . . . . . . . . . . . . . . . . . . . . . . . . . . . . . . . . . . . . . . . . . . . . . . . . . . . . . . . . . . . . . . . . . . . . . . . . . . . . . . . . . . . . . . . . . . . . . . . . . . . . . . . . . . . . . . . . . . . . . . . . . . . . . . . . . . . . . . . . . . . . . . . . . . . . . . . . . . . . . . . . . . . . . . . . . . . . . . . . . . . . . . . . . . . . . . . . . . . . . . . . . . . . . . . . . . . . . . . . . . . . . . . . . . . . . . — [345, 616, 2112, 627]
toc-entry-number: 3.1 — [48, 914, 63, 925]
toc-entry-page: 8 — [1963, 300, 1970, 312]
toc-entry-number: 3 — [48, 879, 56, 894]
toc-entry-page: 7 — [2009, 237, 2016, 248]
toc-entry-body — [92, 728, 2269, 740]
dot-leader: . . . . . . . . . . . . . . . . . . . . . . . . . . . . . . . . . . . . . . . . . . . . . . . . . . . . . . . . . . . . . . . . . . . . . . . . . . . . . . . . . . . . . . . . . . . . . . . . . . . . . . . . . . . . . . . . . . . . . . . . . . . . . . . . . . . . . . . . . . . . . . . . . . . . . . . . . . . . . . . . . . . . . . . . . . . . . . . . . . . . . . . . . . . . . . . . . . . . . . . . . . . . . . . . . . . . . . . . . . . . . . . . . . . . . . . . . . . . . . . . . . . . . . . . . . . . . . . . . . . . . . . . . . . . . . . . . . . . . . . . . . . . . . . . . . . . . . . . . . . . — [410, 697, 2177, 708]
toc-entry-label: De doelstelling — [106, 599, 176, 611]
dot-leader: . . . . . . . . . . . . . . . . . . . . . . . . . . . . . . . . . . . . . . . . . . . . . . . . . . . . . . . . . . . . . . . . . . . . . . . . . . . . . . . . . . . . . . . . . . . . . . . . . . . . . . . . . . . . . . . . . . . . . . . . . . . . . . . . . . . . . . . . . . . . . . . . . . . . . . . . . . . . . . . . . . . . . . . . . . . . . . . . . . . . . . . . . . . . . . . . . . . . . . . . . . . . . . . . . . . . . . . . . . . . . . . . . . . . . . . . . . . . . . . . . . . . . . . . . . . . . . . . . . . . . . . . . . . . . . . . . . . . . . . . . . . . . . . . . . . . . . . . . . . . — [196, 366, 1962, 377]
toc-entry-page: 14 — [1955, 808, 1968, 819]
toc-entry-number: 1.2.2.1 — [77, 237, 109, 248]
toc-entry-number: 1.3.1.4 — [77, 382, 109, 393]
